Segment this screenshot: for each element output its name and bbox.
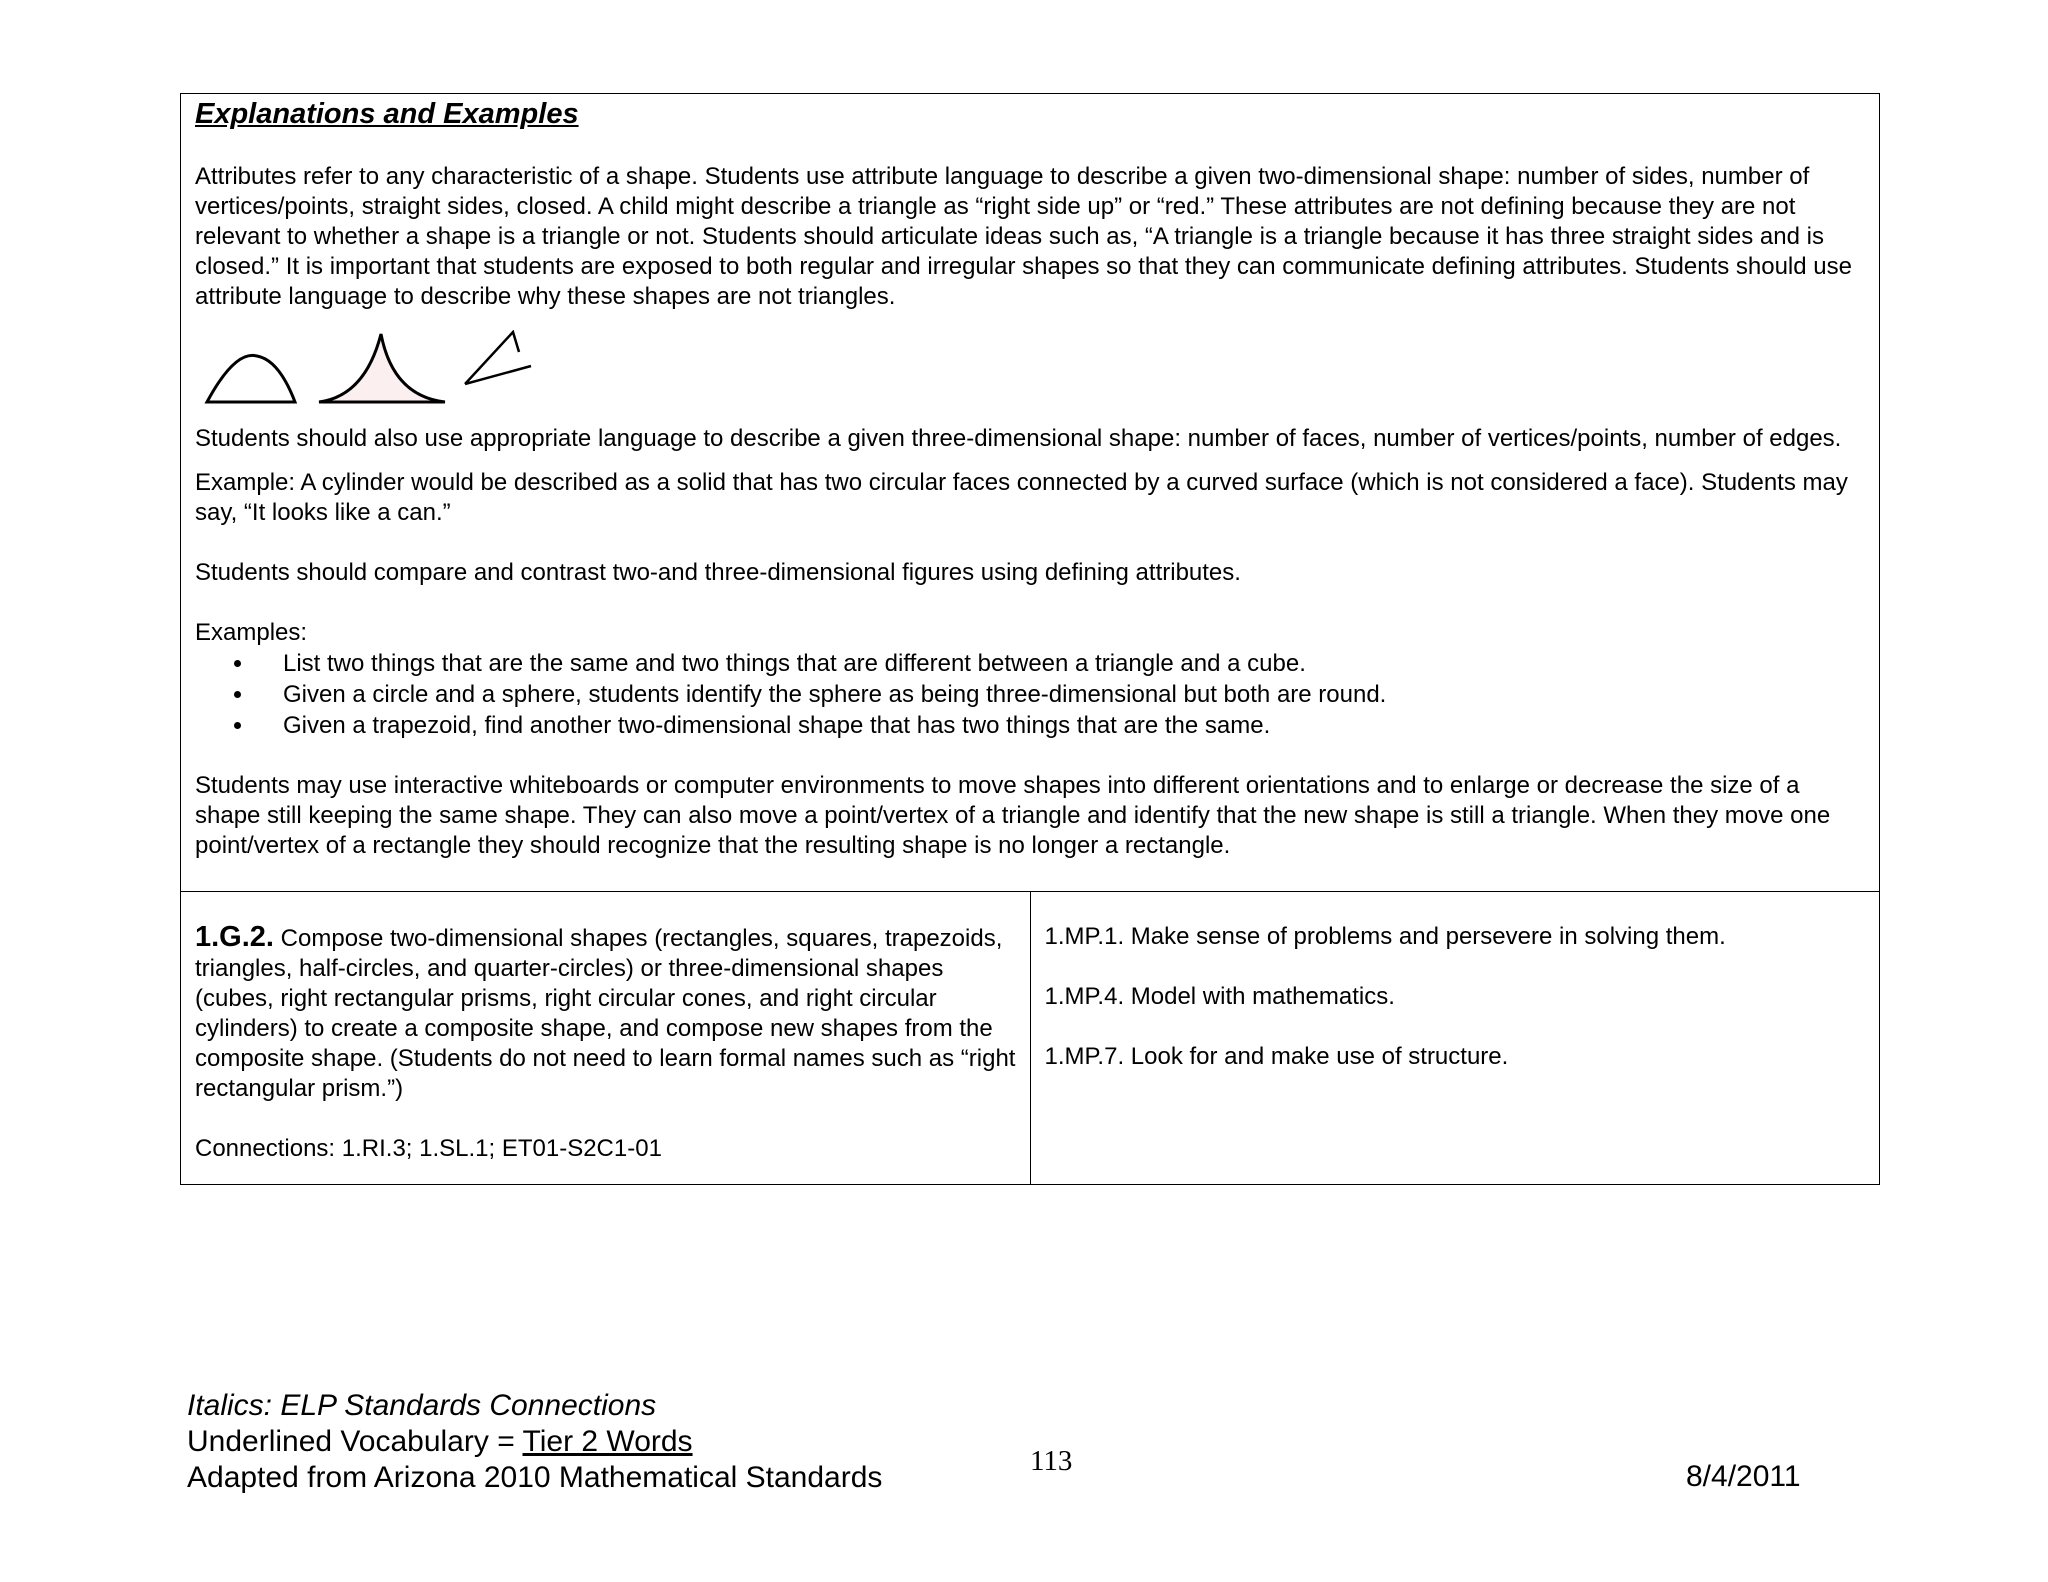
connections-text: Connections: 1.RI.3; 1.SL.1; ET01-S2C1-01 bbox=[195, 1135, 662, 1162]
footer-date: 8/4/2011 bbox=[1686, 1460, 1801, 1493]
standard-text: Compose two-dimensional shapes (rectangles, squares, trapezoids, triangles, half-circles, and quarter-circles) or three-dimensional shapes (cubes, right rectangular prisms, right circular cones, and right circular cylinders) to create a composite shape, and compose new shapes from the composite shape. (Students do not need to learn formal names such as “right rectangular prism.”) bbox=[195, 925, 1016, 1102]
examples-list bbox=[195, 648, 1865, 741]
practice-item: 1.MP.4. Model with mathematics. bbox=[1044, 983, 1395, 1010]
practice-item: 1.MP.7. Look for and make use of structure. bbox=[1044, 1043, 1509, 1070]
vocabulary-prefix: Underlined Vocabulary = bbox=[187, 1425, 523, 1458]
page-number: 113 bbox=[1030, 1445, 1073, 1477]
standard-code: 1.G.2. bbox=[195, 921, 274, 953]
standard-description bbox=[195, 922, 1016, 1104]
standard-cell bbox=[181, 892, 1031, 1185]
list-item: • Given a circle and a sphere, students identify the sphere as being three-dimensional but both are round. bbox=[255, 679, 1865, 710]
tier-2-words: Tier 2 Words bbox=[522, 1425, 693, 1458]
non-triangle-shapes-drawing bbox=[195, 330, 555, 410]
compare-contrast-paragraph: Students should compare and contrast two-and three-dimensional figures using defining attributes. bbox=[195, 559, 1241, 586]
standards-table bbox=[180, 93, 1880, 1185]
list-item: • List two things that are the same and two things that are different between a triangle and a cube. bbox=[255, 648, 1865, 679]
rounded-arch-shape bbox=[207, 355, 295, 402]
section-title: Explanations and Examples bbox=[195, 98, 579, 130]
list-item: • Given a trapezoid, find another two-dimensional shape that has two things that are the same. bbox=[255, 710, 1865, 741]
open-angle-shape bbox=[465, 332, 531, 384]
practices-cell bbox=[1030, 892, 1880, 1185]
adapted-from: Adapted from Arizona 2010 Mathematical Standards bbox=[187, 1461, 883, 1494]
italics-legend: Italics: ELP Standards Connections bbox=[187, 1389, 657, 1422]
curved-cusp-shape bbox=[319, 334, 445, 402]
vocabulary-legend bbox=[187, 1424, 882, 1460]
attributes-paragraph: Attributes refer to any characteristic of a shape. Students use attribute language to describe a given two-dimensional shape: number of sides, number of vertices/points, straight sides, closed. A child might describe a triangle as “right side up” or “red.” These attributes are not defining because they are not relevant to whether a shape is a triangle or not. Students should articulate ideas such as, “A triangle is a triangle because it has three straight sides and is closed.” It is important that students are exposed to both regular and irregular shapes so that they can communicate defining attributes. Students should use attribute language to describe why these shapes are not triangles. bbox=[195, 163, 1852, 310]
footer-legend bbox=[187, 1388, 882, 1496]
explanations-cell bbox=[181, 94, 1880, 892]
examples-label: Examples: bbox=[195, 619, 308, 646]
cylinder-example-paragraph: Example: A cylinder would be described as a solid that has two circular faces connected by a curved surface (which is not considered a face). Students may say, “It looks like a can.” bbox=[195, 469, 1848, 526]
practice-item: 1.MP.1. Make sense of problems and persevere in solving them. bbox=[1044, 923, 1726, 950]
interactive-whiteboards-paragraph: Students may use interactive whiteboards or computer environments to move shapes into different orientations and to enlarge or decrease the size of a shape still keeping the same shape. They can also move a point/vertex of a triangle and identify that the new shape is still a triangle. When they move one point/vertex of a rectangle they should recognize that the resulting shape is no longer a rectangle. bbox=[195, 772, 1831, 859]
non-triangle-shapes bbox=[195, 330, 1865, 410]
three-dimensional-paragraph: Students should also use appropriate language to describe a given three-dimensional shape: number of faces, number of vertices/points, number of edges. bbox=[195, 425, 1842, 452]
